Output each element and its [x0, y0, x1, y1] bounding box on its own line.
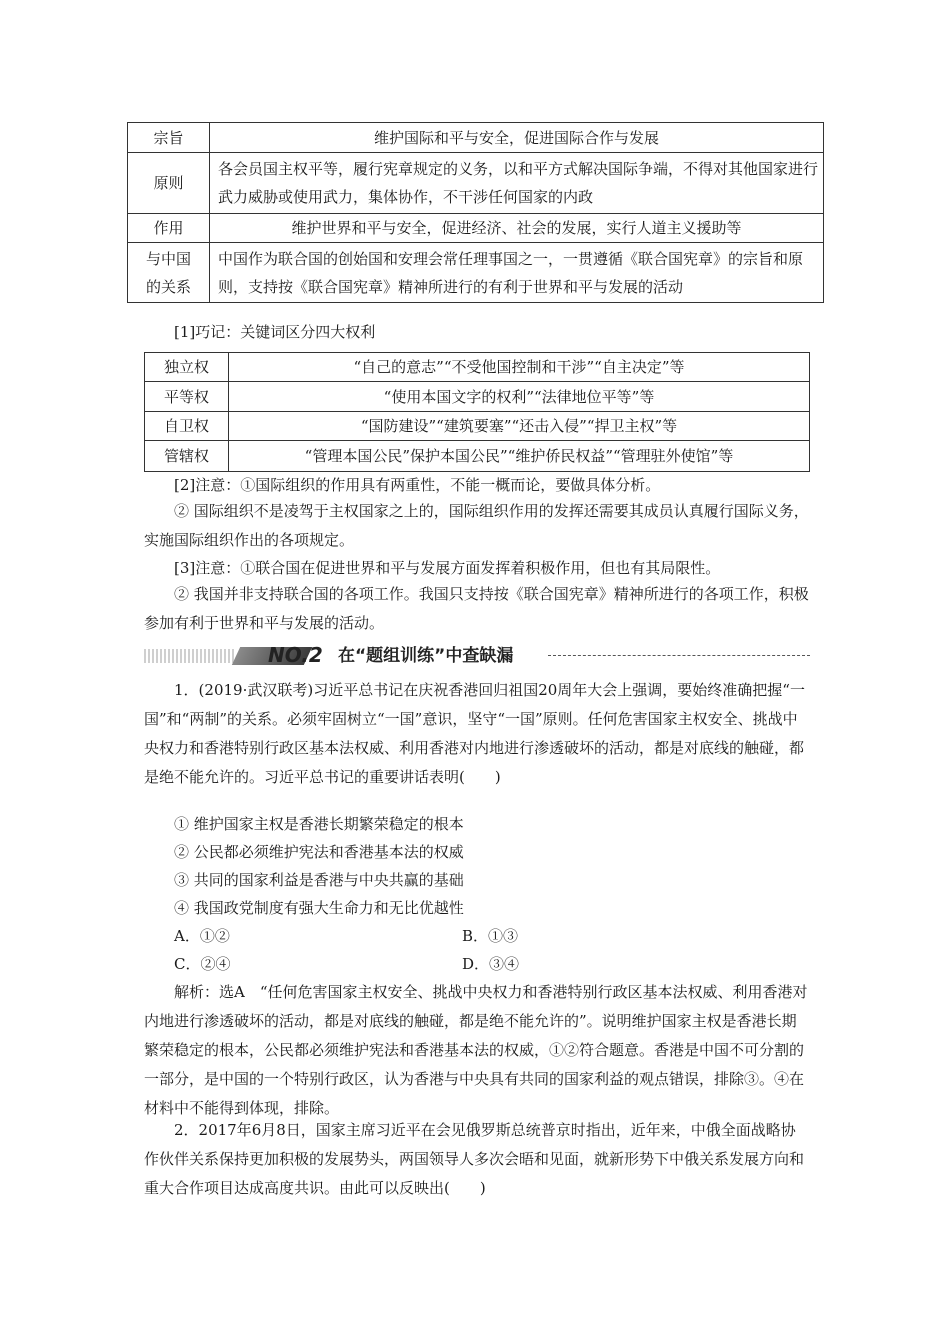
right-keywords: “国防建设”“建筑要塞”“还击入侵”“捍卫主权”等 [229, 412, 810, 441]
note-3a: [3]注意：①联合国在促进世界和平与发展方面发挥着积极作用，但也有其局限性。 [174, 559, 721, 577]
right-keywords: “自己的意志”“不受他国控制和干涉”“自主决定”等 [229, 353, 810, 382]
banner-hatch [144, 649, 236, 663]
note-3b: ② 我国并非支持联合国的各项工作。我国只支持按《联合国宪章》精神所进行的各项工作，积极参加有利于世界和平与发展的活动。 [144, 585, 809, 632]
row-content: 各会员国主权平等，履行宪章规定的义务，以和平方式解决国际争端，不得对其他国家进行武力威胁或使用武力，集体协作，不干涉任何国家的内政 [210, 153, 824, 214]
right-keywords: “使用本国文字的权利”“法律地位平等”等 [229, 382, 810, 412]
table-row [128, 243, 824, 303]
row-content: 维护国际和平与安全，促进国际合作与发展 [210, 123, 824, 153]
option-a: A．①② [174, 927, 230, 945]
table-row [128, 123, 824, 153]
right-name: 平等权 [145, 382, 229, 412]
banner-divider [548, 655, 810, 656]
row-content: 中国作为联合国的创始国和安理会常任理事国之一，一贯遵循《联合国宪章》的宗旨和原则，支持按《联合国宪章》精神所进行的有利于世界和平与发展的活动 [210, 243, 824, 303]
mnemonic-note: [1]巧记：关键词区分四大权利 [174, 323, 376, 341]
right-name: 独立权 [145, 353, 229, 382]
table-row [145, 441, 810, 472]
row-label: 作用 [128, 214, 210, 243]
right-name: 自卫权 [145, 412, 229, 441]
statement-item: ③ 共同的国家利益是香港与中央共赢的基础 [174, 871, 464, 889]
statement-item: ④ 我国政党制度有强大生命力和无比优越性 [174, 899, 464, 917]
table-row [145, 412, 810, 441]
option-b: B．①③ [462, 927, 519, 945]
question-1-stem: 1．(2019·武汉联考)习近平总书记在庆祝香港回归祖国20周年大会上强调，要始终准确把握“一国”和“两制”的关系。必须牢固树立“一国”意识，坚守“一国”原则。任何危害国家主权安全、挑战中央权力和香港特别行政区基本法权威、利用香港对内地进行渗透破坏的活动，都是对底线的触碰，都是绝不能允许的。习近平总书记的重要讲话表明( ) [144, 681, 805, 786]
right-keywords: “管理本国公民”保护本国公民”“维护侨民权益”“管理驻外使馆”等 [229, 441, 810, 472]
row-label: 与中国 的关系 [128, 243, 210, 303]
right-name: 管辖权 [145, 441, 229, 472]
row-label: 宗旨 [128, 123, 210, 153]
table-row [128, 214, 824, 243]
note-2a: [2]注意：①国际组织的作用具有两重性，不能一概而论，要做具体分析。 [174, 476, 661, 494]
option-d: D．③④ [462, 955, 520, 973]
statement-item: ① 维护国家主权是香港长期繁荣稳定的根本 [174, 815, 464, 833]
question-1-analysis: 解析：选A “任何危害国家主权安全、挑战中央权力和香港特别行政区基本法权威、利用香港对内地进行渗透破坏的活动，都是对底线的触碰，都是绝不能允许的”。说明维护国家主权是香港长期繁荣稳定的根本，公民都必须维护宪法和香港基本法的权威，①②符合题意。香港是中国不可分割的一部分，是中国的一个特别行政区，认为香港与中央具有共同的国家利益的观点错误，排除③。④在材料中不能得到体现，排除。 [144, 983, 808, 1117]
rights-table [144, 352, 810, 472]
row-content: 维护世界和平与安全，促进经济、社会的发展，实行人道主义援助等 [210, 214, 824, 243]
question-2-stem: 2．2017年6月8日，国家主席习近平在会见俄罗斯总统普京时指出，近年来，中俄全面战略协作伙伴关系保持更加积极的发展势头，两国领导人多次会晤和见面，就新形势下中俄关系发展方向和重大合作项目达成高度共识。由此可以反映出( ) [144, 1121, 805, 1197]
option-c: C．②④ [174, 955, 231, 973]
section-number: NO.2 [268, 643, 323, 667]
table-row [128, 153, 824, 214]
note-2b: ② 国际组织不是凌驾于主权国家之上的，国际组织作用的发挥还需要其成员认真履行国际义务，实施国际组织作出的各项规定。 [144, 502, 809, 549]
table-row [145, 353, 810, 382]
statement-item: ② 公民都必须维护宪法和香港基本法的权威 [174, 843, 464, 861]
section-title: 在“题组训练”中查缺漏 [338, 646, 514, 666]
row-label: 原则 [128, 153, 210, 214]
table-row [145, 382, 810, 412]
un-charter-table [127, 122, 824, 303]
